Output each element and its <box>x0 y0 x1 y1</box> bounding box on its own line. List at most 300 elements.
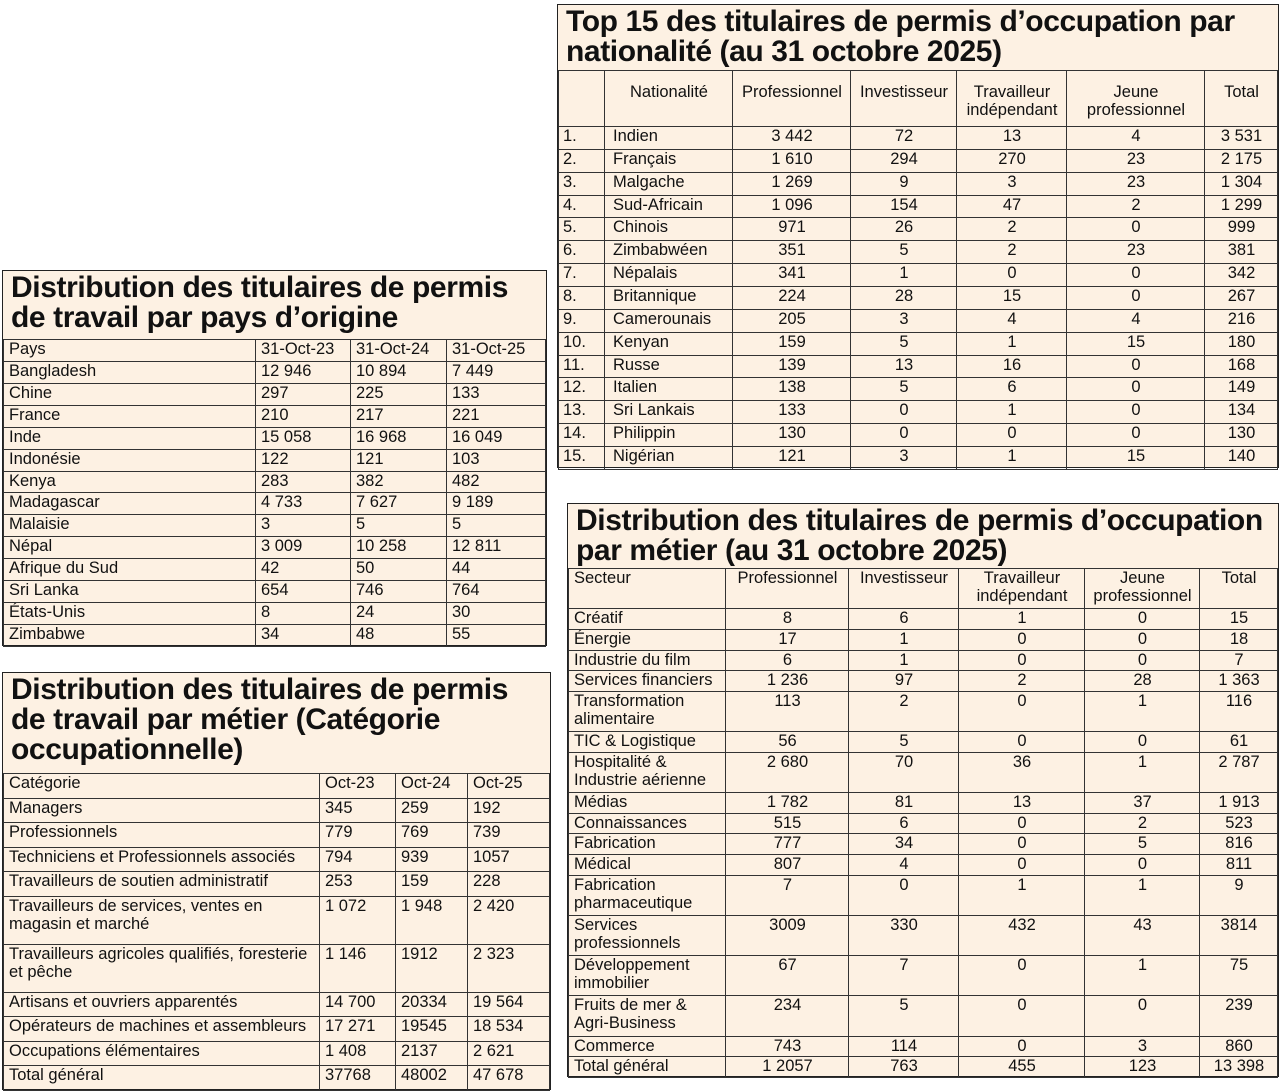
top15-cell: 1 269 <box>733 172 851 195</box>
origine-header-cell: 31-Oct-24 <box>351 340 447 362</box>
table-row <box>559 127 1278 150</box>
top15-header-cell: Investisseur <box>851 71 957 127</box>
table-row <box>559 401 1278 424</box>
metier-cell: 0 <box>1085 854 1200 875</box>
top15-cell: Camerounais <box>605 309 733 332</box>
metier-cell: 0 <box>959 956 1085 996</box>
top15-cell: 351 <box>733 241 851 264</box>
table-row <box>569 732 1278 753</box>
origine-cell: 34 <box>256 624 351 646</box>
top15-cell: 130 <box>1205 424 1278 447</box>
categorie-header-cell: Oct-24 <box>396 774 468 799</box>
metier-cell: 34 <box>849 834 959 855</box>
categorie-cell: Travailleurs de services, ventes en magasin et marché <box>4 896 320 944</box>
top15-cell: 47 <box>957 195 1067 218</box>
metier-cell: Services financiers <box>569 671 726 692</box>
categorie-cell: 37768 <box>320 1066 396 1091</box>
metier-cell: 1 <box>1085 956 1200 996</box>
top15-cell: 1 610 <box>733 149 851 172</box>
top15-cell: 15 <box>1067 332 1205 355</box>
metier-cell: 1 <box>1085 752 1200 792</box>
table-row <box>559 309 1278 332</box>
metier-cell: 61 <box>1200 732 1278 753</box>
metier-cell: Développement immobilier <box>569 956 726 996</box>
table-row <box>569 1057 1278 1078</box>
categorie-cell: 18 534 <box>468 1017 550 1042</box>
categorie-cell: 1 948 <box>396 896 468 944</box>
origine-cell: 217 <box>351 405 447 427</box>
categorie-cell: 2137 <box>396 1041 468 1066</box>
top15-cell: 9. <box>559 309 605 332</box>
categorie-cell: 2 323 <box>468 944 550 992</box>
metier-cell: 37 <box>1085 792 1200 813</box>
top15-cell: 23 <box>1067 172 1205 195</box>
metier-header-cell: Total <box>1200 569 1278 609</box>
origine-cell: États-Unis <box>4 603 256 625</box>
metier-panel <box>567 503 1279 1077</box>
origine-cell: 482 <box>447 471 546 493</box>
top15-cell: 267 <box>1205 287 1278 310</box>
categorie-cell: 19545 <box>396 1017 468 1042</box>
metier-cell: 1 236 <box>726 671 849 692</box>
origine-cell: 5 <box>447 515 546 537</box>
top15-cell: 999 <box>1205 218 1278 241</box>
top15-cell: 294 <box>851 149 957 172</box>
table-row <box>4 581 546 603</box>
top15-cell: Britannique <box>605 287 733 310</box>
metier-cell: 455 <box>959 1057 1085 1078</box>
table-row <box>4 383 546 405</box>
metier-cell: 6 <box>849 609 959 630</box>
top15-cell: 1. <box>559 127 605 150</box>
categorie-cell: 939 <box>396 847 468 872</box>
categorie-cell: Professionnels <box>4 823 320 848</box>
top15-cell: 381 <box>1205 241 1278 264</box>
metier-cell: 0 <box>849 875 959 915</box>
metier-cell: 743 <box>726 1036 849 1057</box>
metier-cell: 1 <box>849 650 959 671</box>
origine-cell: Népal <box>4 537 256 559</box>
metier-cell: 1 <box>1085 691 1200 731</box>
top15-cell: Nigérian <box>605 447 733 470</box>
metier-cell: 0 <box>1085 732 1200 753</box>
top15-cell: 7. <box>559 264 605 287</box>
top15-cell: 6. <box>559 241 605 264</box>
metier-cell: 0 <box>959 650 1085 671</box>
top15-cell: 10. <box>559 332 605 355</box>
metier-cell: Créatif <box>569 609 726 630</box>
metier-cell: 1 <box>959 609 1085 630</box>
metier-cell: 3009 <box>726 915 849 955</box>
origine-cell: 42 <box>256 559 351 581</box>
metier-cell: 807 <box>726 854 849 875</box>
metier-cell: 123 <box>1085 1057 1200 1078</box>
categorie-cell: Managers <box>4 798 320 823</box>
top15-cell: 9 <box>851 172 957 195</box>
top15-title: Top 15 des titulaires de permis d’occupation par nationalité (au 31 octobre 2025) <box>566 5 1235 68</box>
table-row <box>569 834 1278 855</box>
metier-cell: Connaissances <box>569 813 726 834</box>
top15-cell: 4. <box>559 195 605 218</box>
top15-cell: 159 <box>733 332 851 355</box>
metier-cell: 1 2057 <box>726 1057 849 1078</box>
metier-cell: Fabrication pharmaceutique <box>569 875 726 915</box>
top15-cell: 11. <box>559 355 605 378</box>
table-row <box>559 332 1278 355</box>
top15-cell: 224 <box>733 287 851 310</box>
metier-cell: 2 <box>849 691 959 731</box>
top15-cell: 154 <box>851 195 957 218</box>
categorie-cell: 47 678 <box>468 1066 550 1091</box>
origine-cell: 55 <box>447 624 546 646</box>
metier-cell: 36 <box>959 752 1085 792</box>
categorie-title: Distribution des titulaires de permis de travail par métier (Catégorie occupationnelle) <box>11 673 508 766</box>
metier-cell: 56 <box>726 732 849 753</box>
top15-cell: Indien <box>605 127 733 150</box>
table-row <box>4 361 546 383</box>
origine-cell: 122 <box>256 449 351 471</box>
origine-cell: Madagascar <box>4 493 256 515</box>
top15-header-cell: Professionnel <box>733 71 851 127</box>
metier-cell: 1 <box>1085 875 1200 915</box>
metier-cell: Fabrication <box>569 834 726 855</box>
origine-cell: 283 <box>256 471 351 493</box>
metier-cell: 3 <box>1085 1036 1200 1057</box>
metier-cell: 234 <box>726 996 849 1036</box>
top15-cell: 205 <box>733 309 851 332</box>
top15-cell: 3 <box>851 447 957 470</box>
metier-cell: 81 <box>849 792 959 813</box>
metier-cell: 116 <box>1200 691 1278 731</box>
top15-cell: 1 304 <box>1205 172 1278 195</box>
metier-cell: 763 <box>849 1057 959 1078</box>
metier-cell: 1 363 <box>1200 671 1278 692</box>
metier-header-cell: Professionnel <box>726 569 849 609</box>
top15-cell: 0 <box>957 424 1067 447</box>
top15-cell: 1 <box>957 332 1067 355</box>
top15-cell: 140 <box>1205 447 1278 470</box>
categorie-cell: 779 <box>320 823 396 848</box>
top15-cell: 2. <box>559 149 605 172</box>
top15-cell: 5 <box>851 241 957 264</box>
origine-cell: 4 733 <box>256 493 351 515</box>
categorie-cell: 19 564 <box>468 992 550 1017</box>
origine-title: Distribution des titulaires de permis de travail par pays d’origine <box>11 271 508 334</box>
categorie-cell: 17 271 <box>320 1017 396 1042</box>
origine-cell: Kenya <box>4 471 256 493</box>
categorie-cell: 769 <box>396 823 468 848</box>
metier-cell: 2 787 <box>1200 752 1278 792</box>
top15-cell: Sri Lankais <box>605 401 733 424</box>
origine-cell: 225 <box>351 383 447 405</box>
top15-cell: 149 <box>1205 378 1278 401</box>
top15-cell: 2 <box>957 241 1067 264</box>
categorie-cell: 1 408 <box>320 1041 396 1066</box>
top15-cell: 23 <box>1067 241 1205 264</box>
metier-cell: 2 <box>1085 813 1200 834</box>
categorie-cell: 2 621 <box>468 1041 550 1066</box>
top15-cell: 16 <box>957 355 1067 378</box>
table-row <box>569 629 1278 650</box>
categorie-cell: 192 <box>468 798 550 823</box>
table-row <box>559 447 1278 470</box>
metier-cell: 777 <box>726 834 849 855</box>
top15-cell: 133 <box>733 401 851 424</box>
metier-cell: 811 <box>1200 854 1278 875</box>
metier-header-cell: Secteur <box>569 569 726 609</box>
origine-cell: Afrique du Sud <box>4 559 256 581</box>
origine-cell: 15 058 <box>256 427 351 449</box>
top15-cell: 28 <box>851 287 957 310</box>
table-row <box>4 471 546 493</box>
top15-cell: 341 <box>733 264 851 287</box>
top15-cell: Italien <box>605 378 733 401</box>
table-row <box>559 378 1278 401</box>
table-row <box>4 493 546 515</box>
origine-cell: 10 258 <box>351 537 447 559</box>
metier-cell: Fruits de mer & Agri-Business <box>569 996 726 1036</box>
origine-cell: 297 <box>256 383 351 405</box>
table-row <box>569 752 1278 792</box>
table-row <box>4 1041 550 1066</box>
origine-header-row <box>4 340 546 362</box>
origine-cell: 3 <box>256 515 351 537</box>
metier-cell: Commerce <box>569 1036 726 1057</box>
origine-cell: Indonésie <box>4 449 256 471</box>
top15-cell: 6 <box>957 378 1067 401</box>
top15-header-cell: Nationalité <box>605 71 733 127</box>
categorie-cell: 345 <box>320 798 396 823</box>
metier-cell: 114 <box>849 1036 959 1057</box>
table-row <box>559 424 1278 447</box>
metier-cell: 28 <box>1085 671 1200 692</box>
origine-cell: 764 <box>447 581 546 603</box>
origine-cell: 16 049 <box>447 427 546 449</box>
table-row <box>569 854 1278 875</box>
metier-cell: 7 <box>1200 650 1278 671</box>
top15-cell: 4 <box>1067 309 1205 332</box>
origine-cell: 7 449 <box>447 361 546 383</box>
origine-cell: 9 189 <box>447 493 546 515</box>
top15-cell: 13. <box>559 401 605 424</box>
metier-cell: 0 <box>959 1036 1085 1057</box>
top15-cell: 3 <box>957 172 1067 195</box>
top15-cell: 15 <box>1067 447 1205 470</box>
table-row <box>4 1066 550 1091</box>
categorie-header-cell: Oct-25 <box>468 774 550 799</box>
top15-cell: 3 531 <box>1205 127 1278 150</box>
metier-cell: 0 <box>959 813 1085 834</box>
top15-cell: 180 <box>1205 332 1278 355</box>
top15-cell: 0 <box>1067 218 1205 241</box>
origine-cell: 746 <box>351 581 447 603</box>
origine-cell: 30 <box>447 603 546 625</box>
top15-cell: 0 <box>1067 264 1205 287</box>
metier-cell: 4 <box>849 854 959 875</box>
table-row <box>4 603 546 625</box>
top15-cell: 13 <box>851 355 957 378</box>
table-row <box>569 792 1278 813</box>
metier-cell: 0 <box>1085 629 1200 650</box>
top15-cell: 1 <box>957 401 1067 424</box>
origine-cell: Zimbabwe <box>4 624 256 646</box>
top15-cell: 0 <box>1067 401 1205 424</box>
metier-cell: Transformation alimentaire <box>569 691 726 731</box>
categorie-panel <box>2 672 551 1090</box>
top15-cell: 2 <box>957 218 1067 241</box>
top15-cell: 1 299 <box>1205 195 1278 218</box>
origine-cell: Sri Lanka <box>4 581 256 603</box>
top15-cell: 0 <box>957 264 1067 287</box>
top15-cell: 4 <box>1067 127 1205 150</box>
categorie-cell: Total général <box>4 1066 320 1091</box>
metier-table <box>568 568 1278 1078</box>
top15-cell: Chinois <box>605 218 733 241</box>
table-row <box>4 847 550 872</box>
table-row <box>559 172 1278 195</box>
origine-cell: 121 <box>351 449 447 471</box>
metier-cell: 113 <box>726 691 849 731</box>
top15-cell: 13 <box>957 127 1067 150</box>
origine-cell: 8 <box>256 603 351 625</box>
metier-cell: Total général <box>569 1057 726 1078</box>
metier-cell: 70 <box>849 752 959 792</box>
metier-cell: 0 <box>959 834 1085 855</box>
metier-cell: 0 <box>959 996 1085 1036</box>
table-row <box>569 915 1278 955</box>
table-row <box>569 996 1278 1036</box>
top15-cell: 138 <box>733 378 851 401</box>
top15-cell: 3. <box>559 172 605 195</box>
top15-cell: 15 <box>957 287 1067 310</box>
table-row <box>569 875 1278 915</box>
metier-header-cell: Jeune professionnel <box>1085 569 1200 609</box>
table-row <box>569 956 1278 996</box>
top15-cell: 2 175 <box>1205 149 1278 172</box>
metier-header-row <box>569 569 1278 609</box>
origine-header-cell: 31-Oct-25 <box>447 340 546 362</box>
table-row <box>559 287 1278 310</box>
categorie-cell: 1057 <box>468 847 550 872</box>
metier-cell: 0 <box>959 629 1085 650</box>
metier-cell: 860 <box>1200 1036 1278 1057</box>
origine-cell: 48 <box>351 624 447 646</box>
metier-cell: 75 <box>1200 956 1278 996</box>
top15-cell: 5 <box>851 332 957 355</box>
top15-cell: 0 <box>1067 287 1205 310</box>
categorie-table <box>3 773 550 1091</box>
categorie-header-cell: Catégorie <box>4 774 320 799</box>
metier-cell: 7 <box>726 875 849 915</box>
categorie-cell: 14 700 <box>320 992 396 1017</box>
top15-cell: 121 <box>733 447 851 470</box>
metier-cell: 0 <box>959 854 1085 875</box>
metier-cell: TIC & Logistique <box>569 732 726 753</box>
metier-cell: 67 <box>726 956 849 996</box>
top15-cell: Russe <box>605 355 733 378</box>
categorie-cell: Techniciens et Professionnels associés <box>4 847 320 872</box>
metier-cell: 6 <box>849 813 959 834</box>
top15-cell: 5 <box>851 378 957 401</box>
categorie-cell: 48002 <box>396 1066 468 1091</box>
origine-cell: 103 <box>447 449 546 471</box>
top15-cell: 0 <box>1067 355 1205 378</box>
table-row <box>4 896 550 944</box>
top15-cell: 14. <box>559 424 605 447</box>
origine-cell: 133 <box>447 383 546 405</box>
origine-cell: 5 <box>351 515 447 537</box>
metier-cell: 0 <box>959 732 1085 753</box>
metier-cell: 515 <box>726 813 849 834</box>
top15-table <box>558 70 1278 470</box>
origine-cell: 382 <box>351 471 447 493</box>
categorie-cell: 2 420 <box>468 896 550 944</box>
origine-cell: Bangladesh <box>4 361 256 383</box>
origine-cell: 210 <box>256 405 351 427</box>
metier-cell: Industrie du film <box>569 650 726 671</box>
categorie-cell: Travailleurs agricoles qualifiés, foresterie et pêche <box>4 944 320 992</box>
metier-cell: Médical <box>569 854 726 875</box>
top15-cell: 1 096 <box>733 195 851 218</box>
top15-cell: Népalais <box>605 264 733 287</box>
top15-cell: 12. <box>559 378 605 401</box>
metier-cell: 9 <box>1200 875 1278 915</box>
categorie-cell: 259 <box>396 798 468 823</box>
top15-cell: 130 <box>733 424 851 447</box>
table-row <box>569 671 1278 692</box>
categorie-cell: 1 072 <box>320 896 396 944</box>
table-row <box>4 798 550 823</box>
top15-cell: 23 <box>1067 149 1205 172</box>
origine-panel <box>2 270 547 646</box>
categorie-cell: 228 <box>468 872 550 897</box>
metier-cell: 18 <box>1200 629 1278 650</box>
table-row <box>569 609 1278 630</box>
top15-cell: 1 <box>957 447 1067 470</box>
origine-cell: France <box>4 405 256 427</box>
metier-cell: Énergie <box>569 629 726 650</box>
metier-cell: Hospitalité & Industrie aérienne <box>569 752 726 792</box>
metier-cell: 5 <box>1085 834 1200 855</box>
top15-cell: 168 <box>1205 355 1278 378</box>
origine-cell: 221 <box>447 405 546 427</box>
top15-cell: Français <box>605 149 733 172</box>
metier-header-cell: Investisseur <box>849 569 959 609</box>
top15-cell: 0 <box>1067 424 1205 447</box>
metier-header-cell: Travailleur indépendant <box>959 569 1085 609</box>
metier-cell: 5 <box>849 732 959 753</box>
metier-cell: 6 <box>726 650 849 671</box>
table-row <box>4 427 546 449</box>
metier-cell: 523 <box>1200 813 1278 834</box>
metier-cell: 432 <box>959 915 1085 955</box>
metier-cell: 3814 <box>1200 915 1278 955</box>
table-row <box>4 515 546 537</box>
metier-cell: 43 <box>1085 915 1200 955</box>
categorie-cell: 253 <box>320 872 396 897</box>
top15-cell: 26 <box>851 218 957 241</box>
metier-cell: 15 <box>1200 609 1278 630</box>
categorie-cell: Artisans et ouvriers apparentés <box>4 992 320 1017</box>
top15-cell: 4 <box>957 309 1067 332</box>
table-row <box>4 537 546 559</box>
top15-cell: 0 <box>1067 378 1205 401</box>
top15-header-cell: Travailleur indépendant <box>957 71 1067 127</box>
metier-cell: Médias <box>569 792 726 813</box>
table-row <box>4 449 546 471</box>
metier-cell: 97 <box>849 671 959 692</box>
table-row <box>569 650 1278 671</box>
